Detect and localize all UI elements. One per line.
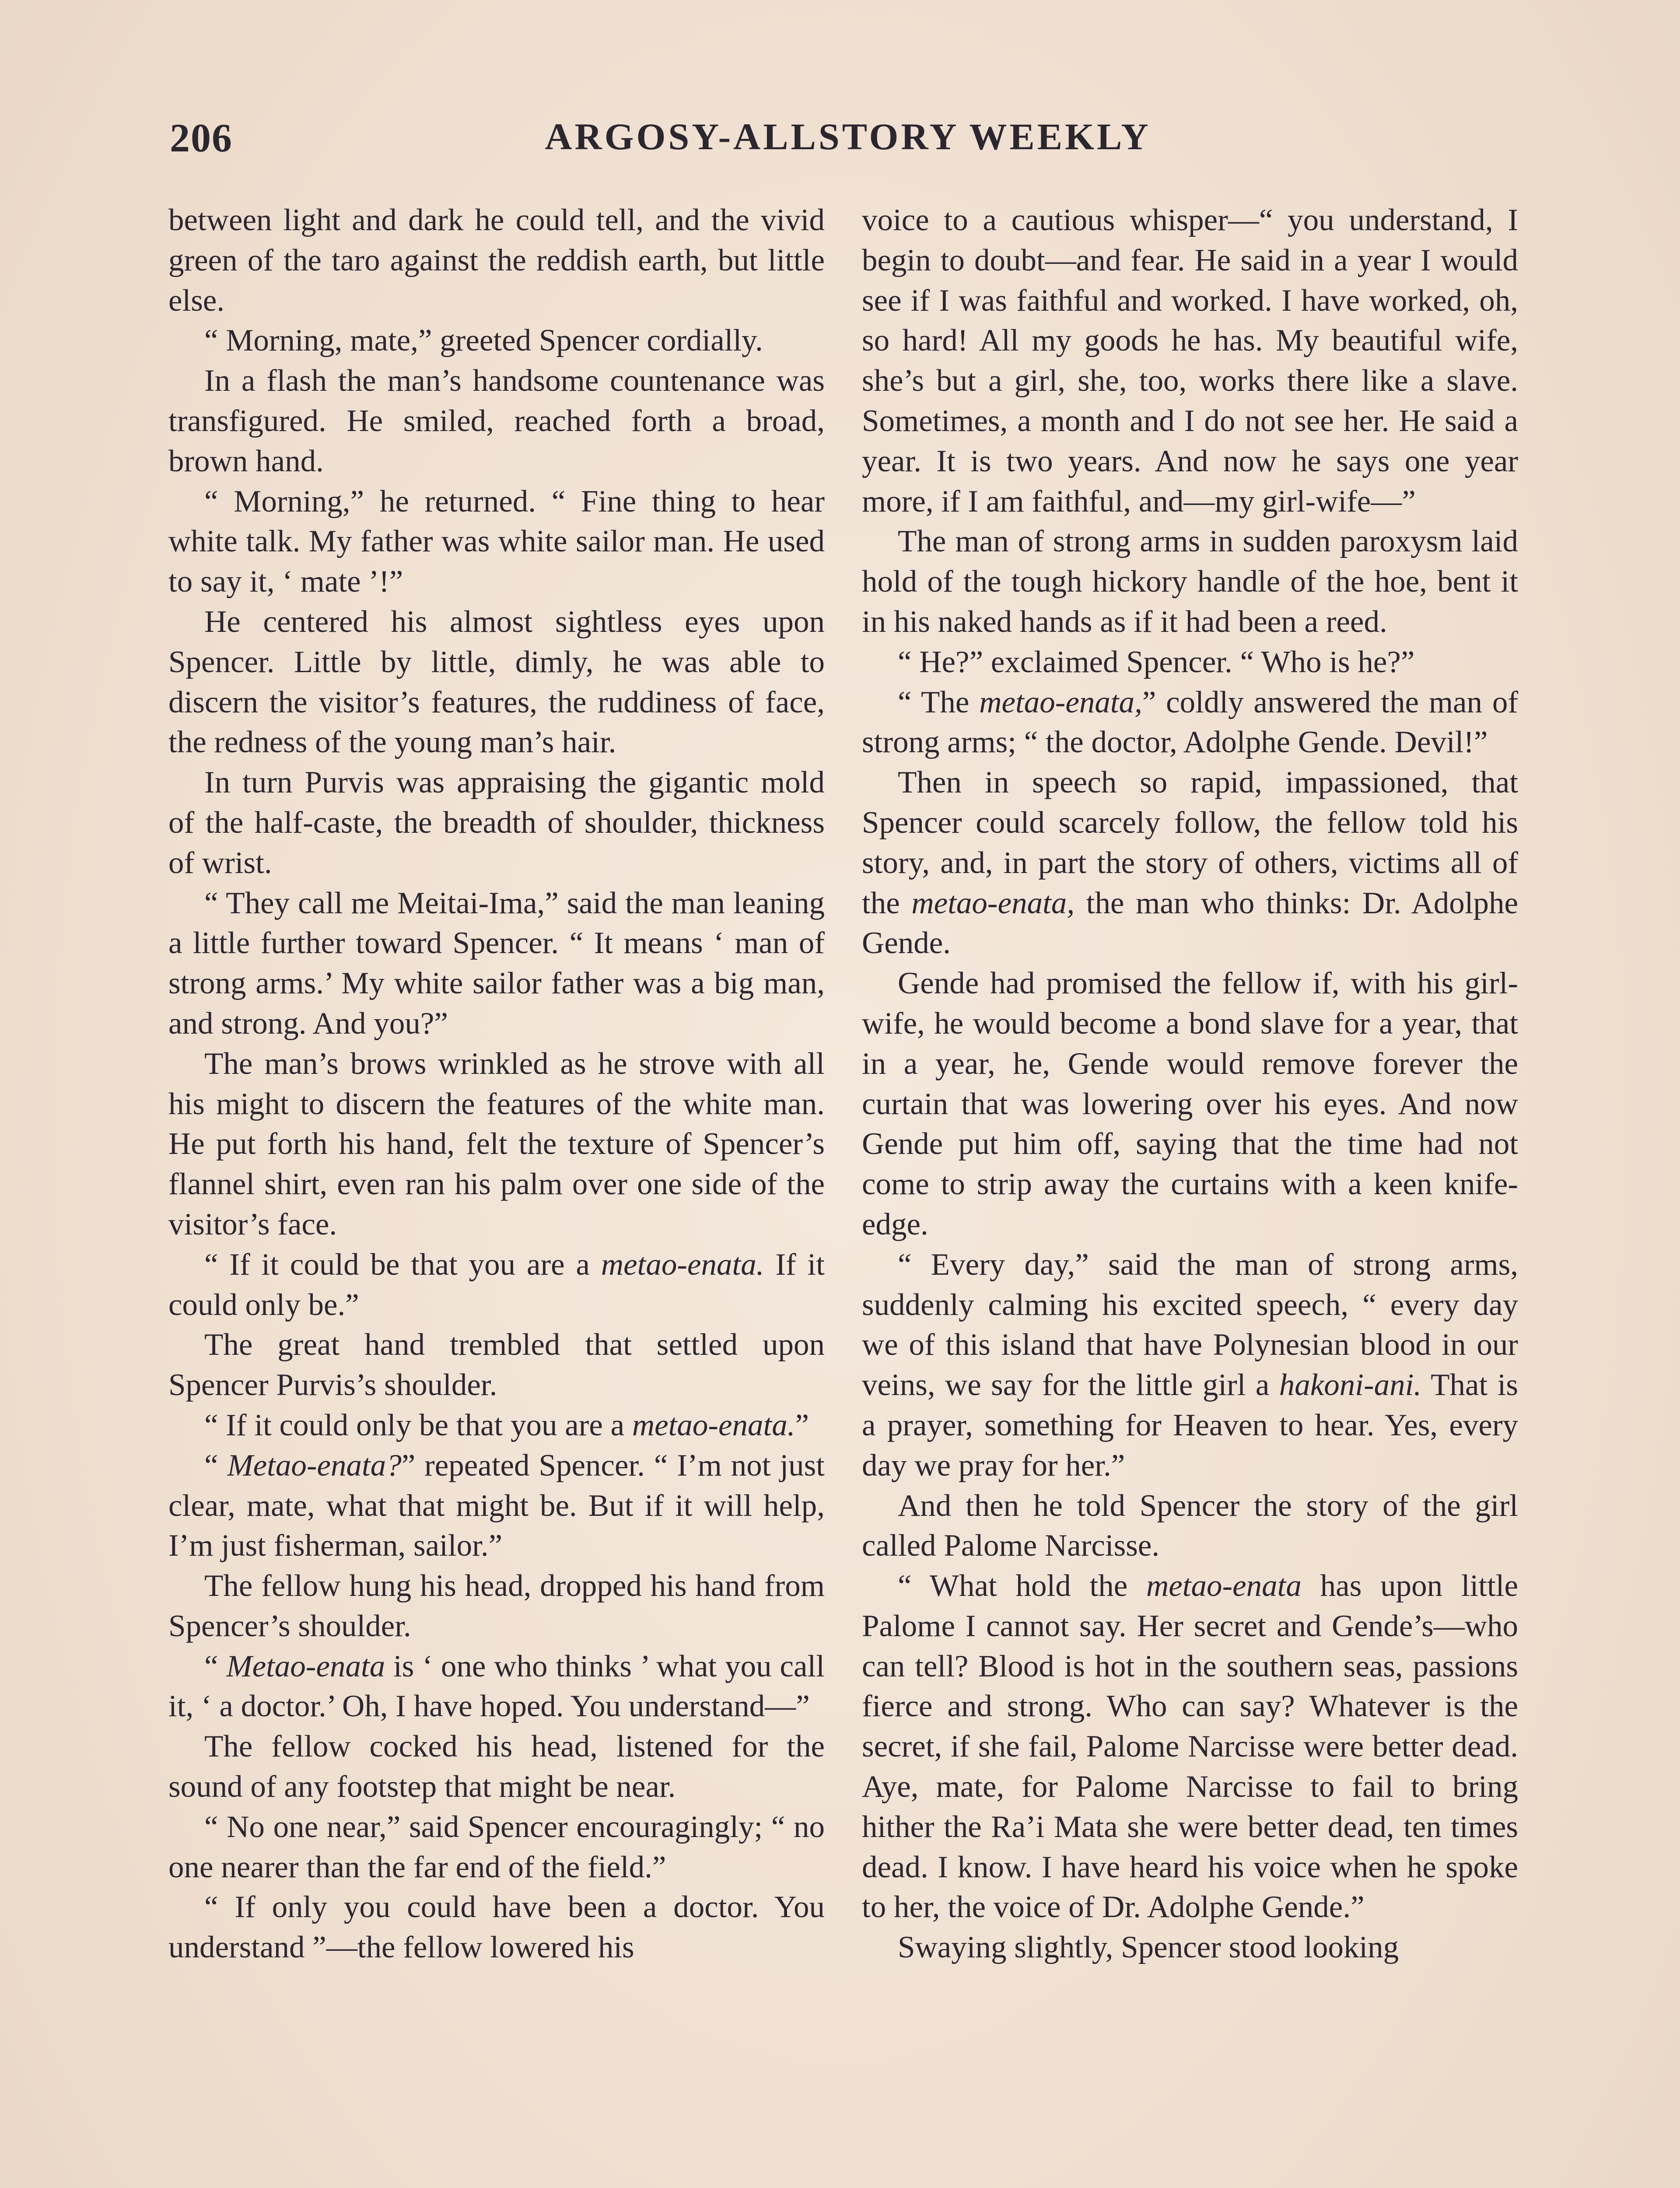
paragraph: The man of strong arms in sudden paroxysm laid hold of the tough hickory handle of the hoe, bent it in his naked hands as if it had been a reed. [862,524,1518,639]
paragraph: “ What hold the metao-enata has upon little Palome I cannot say. Her secret and Gende’s—who can tell? Blood is hot in the southern seas, passions fierce and strong. Who can say? Whatever is the secret, if she fail, Palome Narcisse were better dead. Aye, mate, for Palome Narcisse to fail to bring hither the Ra’i Mata she were better dead, ten times dead. I know. I have heard his voice when he spoke to her, the voice of Dr. Adolphe Gende.” [862,1569,1518,1925]
paragraph: And then he told Spencer the story of the girl called Palome Narcisse. [862,1488,1518,1563]
paragraph: The fellow hung his head, dropped his hand from Spencer’s shoulder. [168,1569,825,1643]
paragraph: Then in speech so rapid, impassioned, that Spencer could scarcely follow, the fellow told his story, and, in part the story of others, victims all of the metao-enata, the man who thinks: Dr. Adolphe Gende. [862,765,1518,961]
paragraph: “ Morning,” he returned. “ Fine thing to hear white talk. My father was white sailor man. He used to say it, ‘ mate ’!” [168,484,825,599]
paragraph: voice to a cautious whisper—“ you understand, I begin to doubt—and fear. He said in a year I would see if I was faithful and worked. I have worked, oh, so hard! All my goods he has. My beautiful wife, she’s but a girl, she, too, works there like a slave. Sometimes, a month and I do not see her. He said a year. It is two years. And now he says one year more, if I am faithful, and—my girl-wife—” [862,203,1518,519]
paragraph: Swaying slightly, Spencer stood looking [898,1930,1399,1965]
paragraph: “ If only you could have been a doctor. You understand ”—the fellow lowered his [168,1890,825,1965]
paragraph: The great hand trembled that settled upon Spencer Purvis’s shoulder. [168,1328,825,1403]
paragraph: The fellow cocked his head, listened for the sound of any footstep that might be near. [168,1729,825,1804]
paragraph: “ Every day,” said the man of strong arms, suddenly calming his excited speech, “ every day we of this island that have Polynesian blood in our veins, we say for the little girl a hakoni-ani. That is a prayer, something for Heaven to hear. Yes, every day we pray for her.” [862,1247,1518,1483]
paragraph: In turn Purvis was appraising the gigantic mold of the half-caste, the breadth of shoulder, thickness of wrist. [168,765,825,880]
paragraph: “ Metao-enata?” repeated Spencer. “ I’m not just clear, mate, what that might be. But if it will help, I’m just fisherman, sailor.” [168,1448,825,1563]
paragraph: Gende had promised the fellow if, with his girl-wife, he would become a bond slave for a year, that in a year, he, Gende would remove forever the curtain that was lowering over his eyes. And now Gende put him off, saying that the time had not come to strip away the curtains with a keen knife-edge. [862,966,1518,1241]
left-text-column [168,200,825,1968]
paragraph: “ They call me Meitai-Ima,” said the man leaning a little further toward Spencer. “ It means ‘ man of strong arms.’ My white sailor father was a big man, and strong. And you?” [168,886,825,1041]
paragraph: “ He?” exclaimed Spencer. “ Who is he?” [898,645,1415,679]
paragraph: “ Morning, mate,” greeted Spencer cordially. [204,323,763,358]
right-text-column [862,200,1518,1968]
paragraph: In a flash the man’s handsome countenance was transfigured. He smiled, reached forth a broad, brown hand. [168,364,825,478]
paragraph: “ No one near,” said Spencer encouragingly; “ no one nearer than the far end of the field.” [168,1809,825,1884]
page-header [170,115,1526,176]
running-title: ARGOSY-ALLSTORY WEEKLY [545,116,1151,158]
paragraph: “ If it could be that you are a metao-enata. If it could only be.” [168,1247,825,1322]
paragraph: The man’s brows wrinkled as he strove with all his might to discern the features of the white man. He put forth his hand, felt the texture of Spencer’s flannel shirt, even ran his palm over one side of the visitor’s face. [168,1046,825,1241]
paragraph: “ Metao-enata is ‘ one who thinks ’ what you call it, ‘ a doctor.’ Oh, I have hoped. You understand—” [168,1649,825,1724]
paragraph: He centered his almost sightless eyes upon Spencer. Little by little, dimly, he was able to discern the visitor’s features, the ruddiness of face, the redness of the young man’s hair. [168,604,825,760]
page-number: 206 [170,116,233,160]
paragraph: “ If it could only be that you are a metao-enata.” [204,1408,809,1442]
paragraph: between light and dark he could tell, and the vivid green of the taro against the reddish earth, but little else. [168,203,825,318]
paragraph: “ The metao-enata,” coldly answered the man of strong arms; “ the doctor, Adolphe Gende. Devil!” [862,685,1518,760]
